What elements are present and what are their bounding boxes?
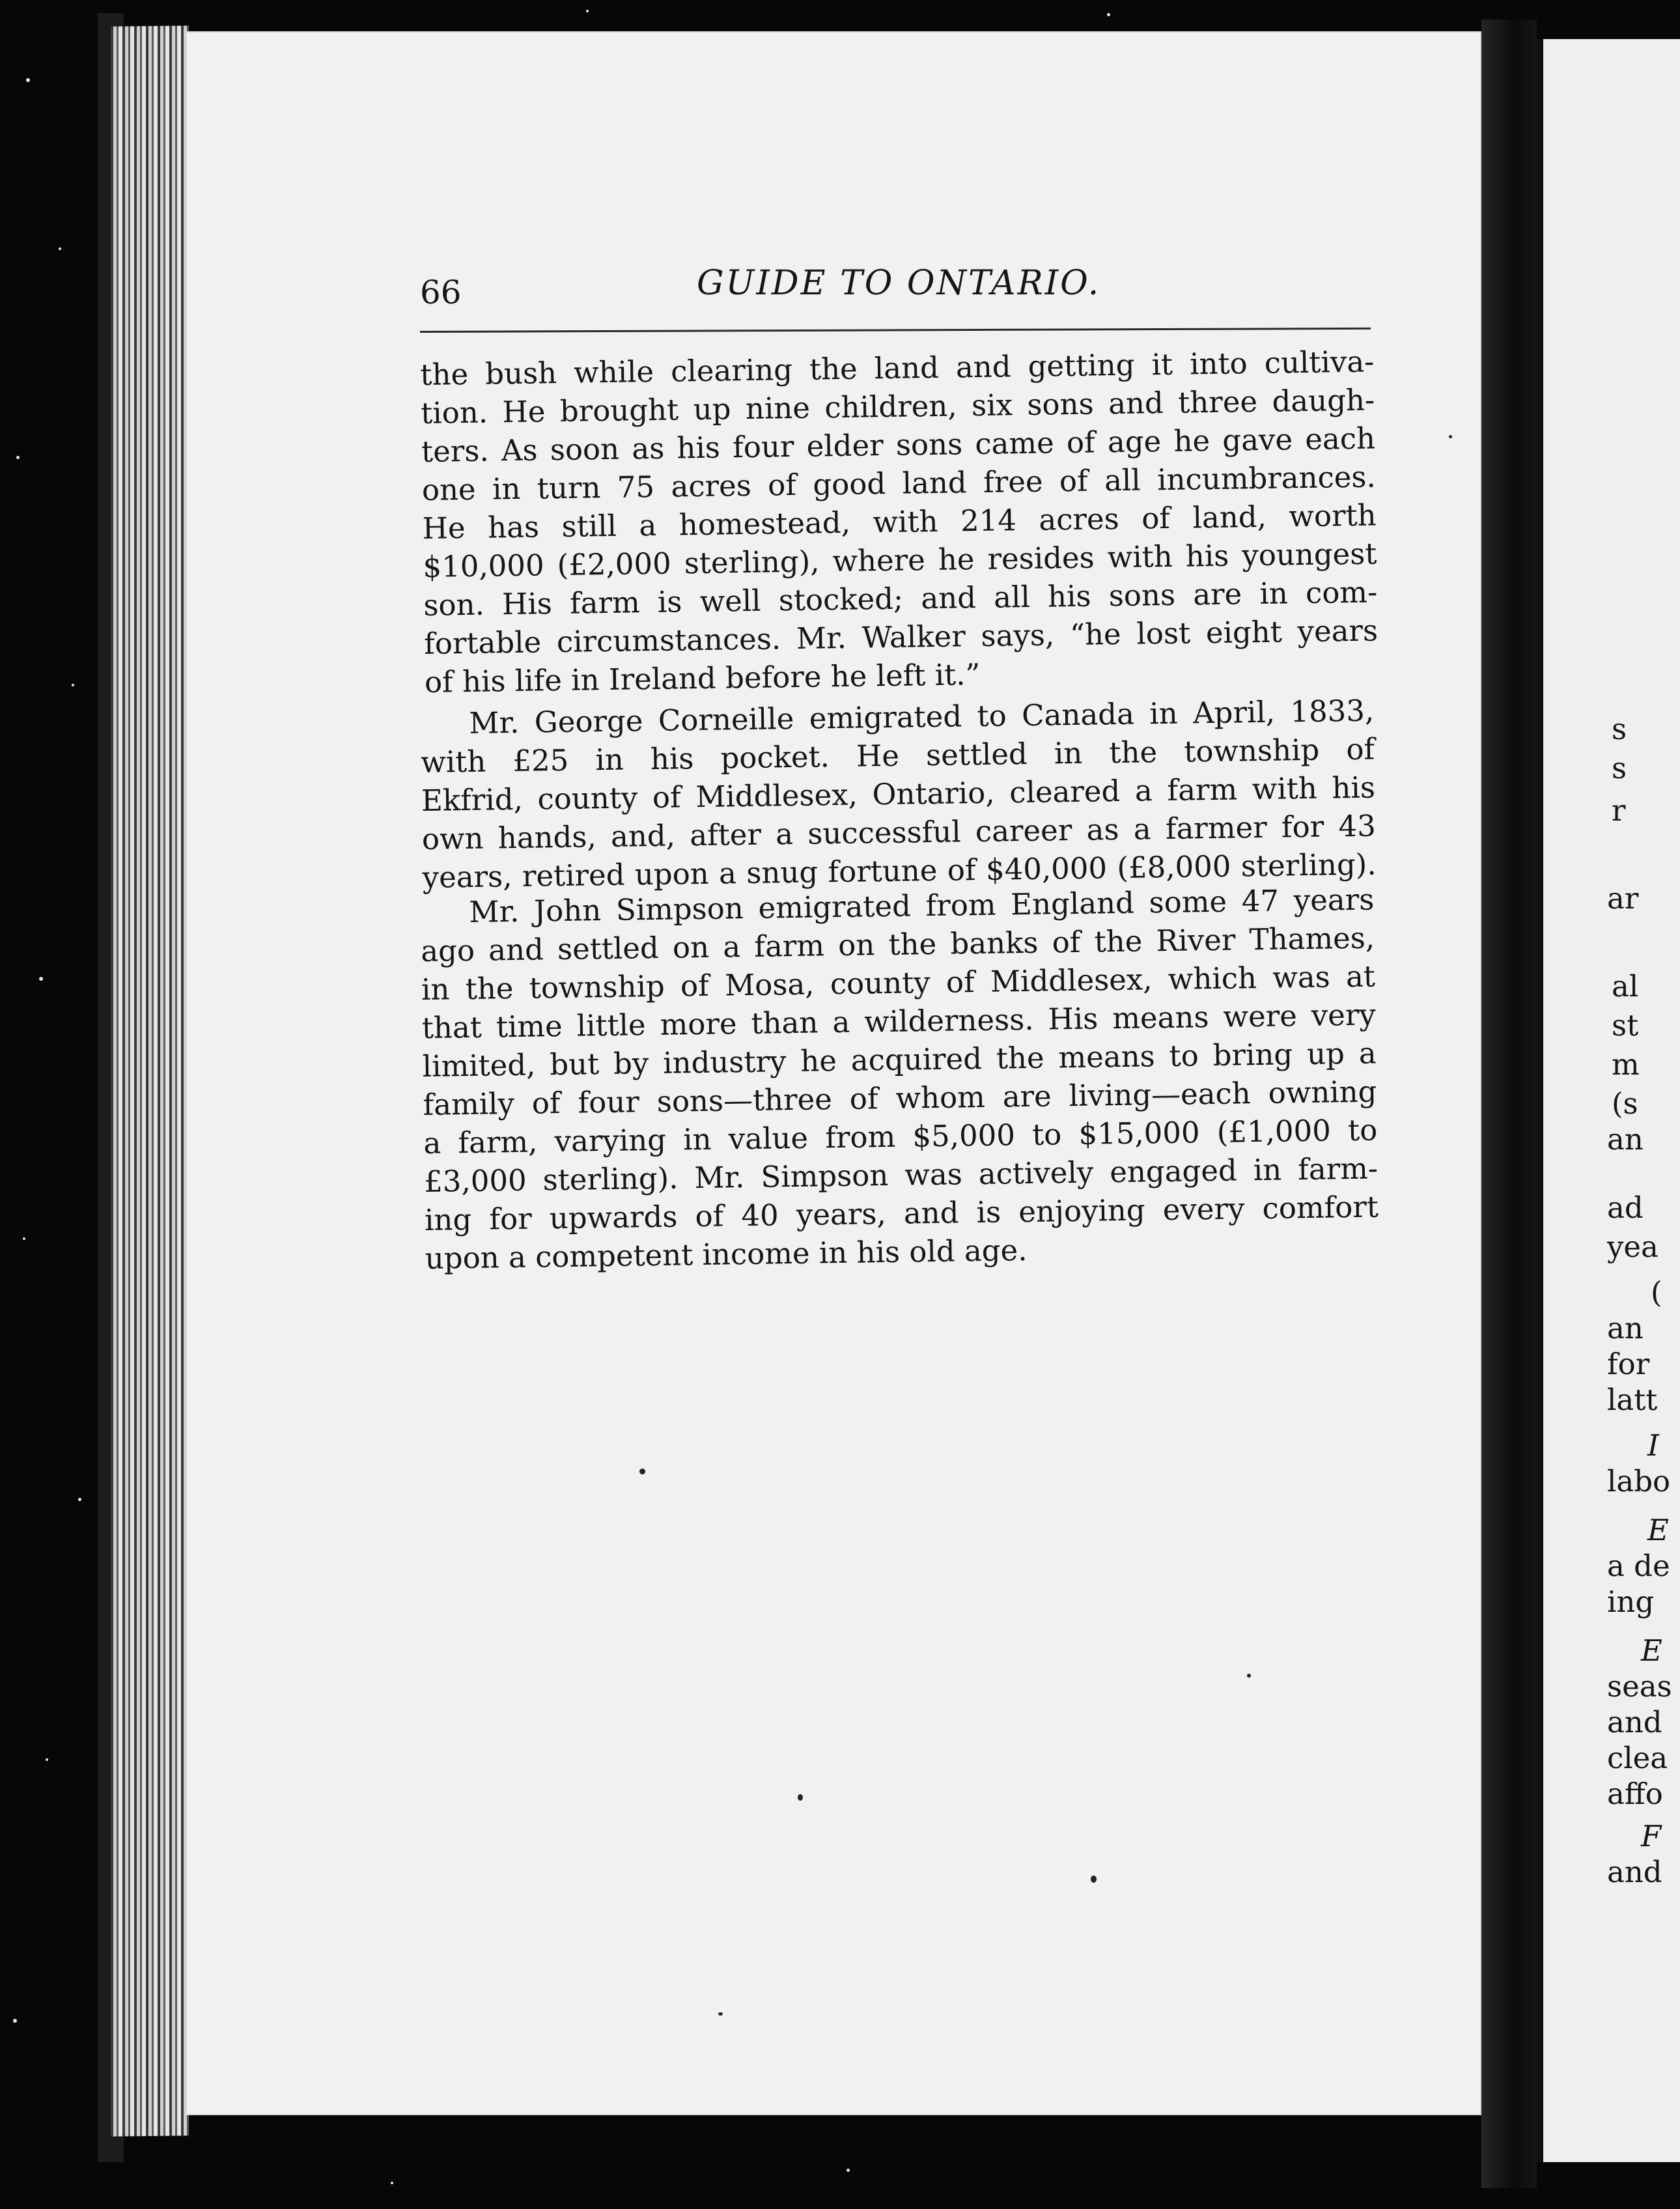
paragraph-walker: [420, 343, 1379, 701]
text-line: the bush while clearing the land and getting it into cultiva-: [420, 344, 1375, 392]
scan-speck: [23, 1237, 25, 1240]
right-page-fragment: yea: [1607, 1230, 1659, 1264]
scan-speck: [847, 2169, 850, 2172]
scan-speck: [26, 78, 30, 82]
right-page-fragment: E: [1647, 1513, 1669, 1547]
text-line: years, retired upon a snug fortune of $40,000 (£8,000 sterling).: [422, 847, 1377, 895]
text-line: limited, but by industry he acquired the means to bring up a: [422, 1035, 1377, 1084]
right-page-fragment: m: [1612, 1047, 1640, 1082]
scan-speck: [1449, 435, 1452, 438]
right-page-fragment: an: [1607, 1122, 1644, 1157]
text-line: in the township of Mosa, county of Middlesex, which was at: [421, 959, 1376, 1007]
text-line: Ekfrid, county of Middlesex, Ontario, cleared a farm with his: [421, 770, 1376, 818]
text-line: of his life in Ireland before he left it.”: [424, 657, 981, 699]
text-line: upon a competent income in his old age.: [425, 1233, 1028, 1276]
right-page-fragment: ar: [1607, 881, 1639, 916]
right-page-fragment: F: [1641, 1819, 1662, 1853]
running-head: GUIDE TO ONTARIO.: [697, 264, 1101, 303]
right-page-fragment: and: [1607, 1855, 1662, 1889]
scan-speck: [718, 2012, 723, 2016]
right-page-fragment: an: [1607, 1311, 1644, 1345]
text-line: son. His farm is well stocked; and all his sons are in com-: [423, 574, 1378, 623]
page-edges: [111, 25, 189, 2136]
text-line: Mr. John Simpson emigrated from England some 47 years: [469, 882, 1375, 929]
scan-speck: [1107, 13, 1110, 16]
right-page-fragment: ing: [1607, 1584, 1655, 1619]
text-line: ago and settled on a farm on the banks of the River Thames,: [420, 920, 1375, 968]
text-line: He has still a homestead, with 214 acres of land, worth: [422, 498, 1377, 546]
text-line: ters. As soon as his four elder sons came of age he gave each: [421, 421, 1376, 469]
right-page-fragment: a de: [1607, 1549, 1670, 1583]
text-line: ing for upwards of 40 years, and is enjoying every comfort: [424, 1189, 1379, 1237]
right-page-fragment: st: [1612, 1008, 1639, 1043]
scan-speck: [798, 1794, 803, 1801]
scan-speck: [13, 2019, 17, 2023]
text-line: own hands, and, after a successful career as a farmer for 43: [421, 808, 1377, 856]
right-page-fragment: seas: [1607, 1669, 1672, 1704]
text-line: one in turn 75 acres of good land free of all incumbrances.: [421, 459, 1377, 507]
right-page-fragment: (s: [1612, 1086, 1638, 1121]
right-page-fragment: and: [1607, 1705, 1662, 1739]
right-page-fragment: clea: [1607, 1741, 1668, 1775]
right-page-fragment: affo: [1607, 1777, 1663, 1811]
scan-speck: [46, 1758, 48, 1761]
right-page-fragment: latt: [1607, 1383, 1658, 1417]
scan-speck: [1091, 1876, 1097, 1883]
text-line: £3,000 sterling). Mr. Simpson was actively engaged in farm-: [423, 1151, 1379, 1199]
scan-speck: [16, 456, 20, 459]
scan-speck: [586, 10, 589, 12]
right-page-fragment: I: [1647, 1428, 1659, 1463]
text-line: fortable circumstances. Mr. Walker says, “he lost eight years: [423, 613, 1379, 661]
scan-speck: [1247, 1674, 1251, 1678]
scan-speck: [639, 1469, 645, 1474]
text-line: $10,000 (£2,000 sterling), where he resides with his youngest: [423, 536, 1377, 584]
right-page-fragment: al: [1612, 969, 1639, 1004]
scan-speck: [391, 2182, 393, 2184]
text-line: that time little more than a wilderness. His means were very: [421, 997, 1377, 1045]
paragraph-corneille: [420, 692, 1377, 897]
text-line: family of four sons—three of whom are living—each owning: [423, 1074, 1377, 1122]
scan-speck: [59, 247, 61, 250]
text-line: a farm, varying in value from $5,000 to $15,000 (£1,000 to: [423, 1112, 1378, 1161]
right-page-fragment: labo: [1607, 1464, 1671, 1498]
text-line: Mr. George Corneille emigrated to Canada in April, 1833,: [469, 693, 1375, 740]
right-page-fragment: s: [1612, 712, 1627, 746]
scan-speck: [39, 977, 43, 981]
right-page-fragment: r: [1612, 793, 1626, 828]
right-page-fragment: for: [1607, 1347, 1650, 1381]
gutter-shadow: [1481, 20, 1537, 2188]
text-line: tion. He brought up nine children, six sons and three daugh-: [420, 382, 1375, 430]
scan-speck: [72, 684, 74, 686]
right-page-fragment: (: [1651, 1275, 1662, 1310]
right-page-fragment: E: [1641, 1633, 1662, 1668]
text-line: with £25 in his pocket. He settled in the township of: [420, 731, 1375, 780]
right-page-fragment: s: [1612, 751, 1627, 785]
page-number: 66: [420, 274, 462, 311]
scan-speck: [78, 1498, 81, 1501]
right-page-fragment: ad: [1607, 1190, 1644, 1225]
paragraph-simpson: [420, 880, 1379, 1278]
